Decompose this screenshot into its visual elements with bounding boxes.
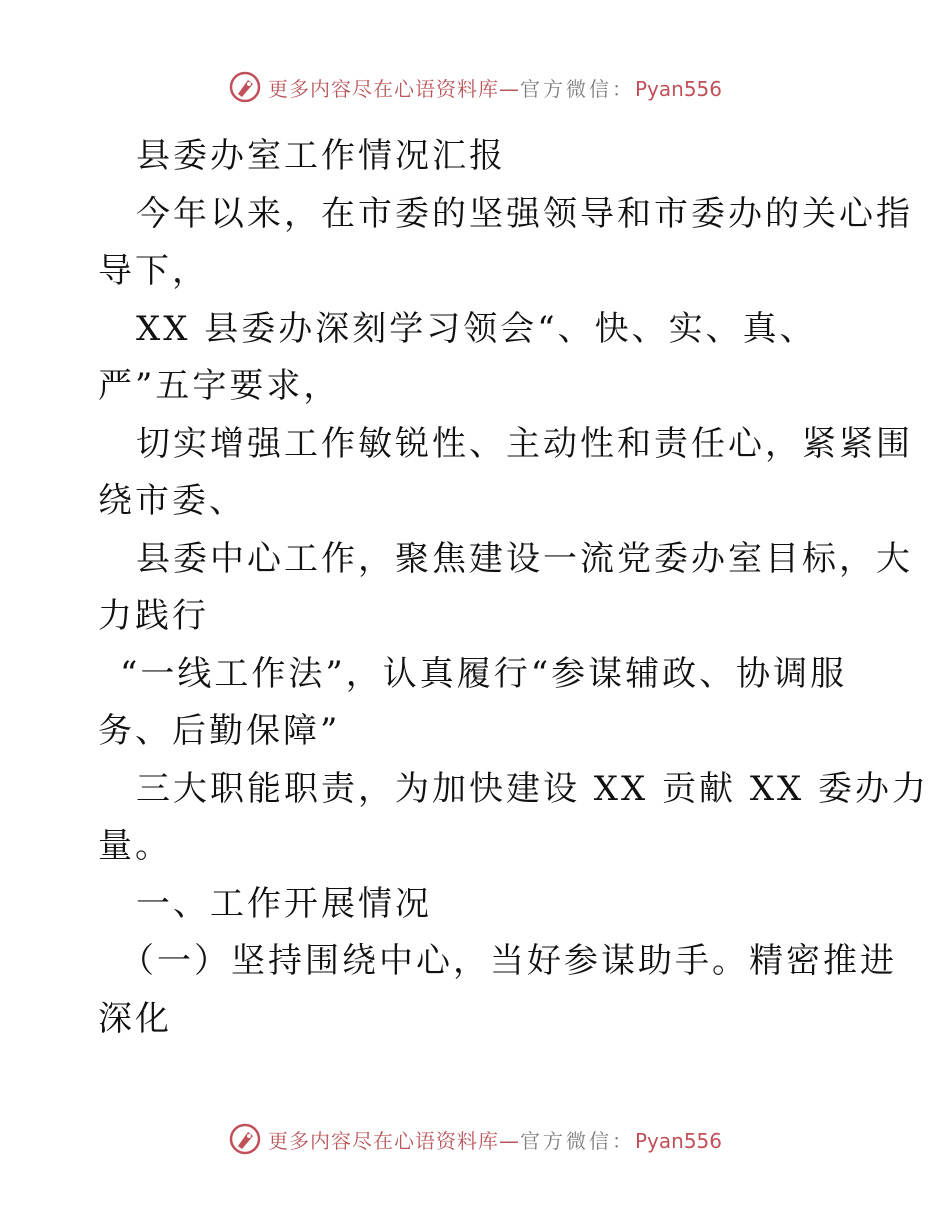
- footer-watermark: [0, 1122, 950, 1156]
- watermark-wechat-id: Pyan556: [634, 1128, 722, 1153]
- paragraph-line: 务、后勤保障”: [98, 711, 341, 751]
- watermark-wechat-label: 官方微信：: [519, 76, 635, 101]
- section-heading: 一、工作开展情况: [136, 883, 432, 924]
- paragraph-line: 量。: [98, 826, 172, 866]
- watermark-wechat-label: 官方微信：: [519, 1128, 635, 1153]
- watermark-wechat-id: Pyan556: [634, 76, 722, 101]
- paragraph-line: 县委中心工作，聚焦建设一流党委办室目标，大: [136, 538, 913, 579]
- paragraph-line: 切实增强工作敏锐性、主动性和责任心，紧紧围: [136, 423, 913, 464]
- paragraph-line: 今年以来，在市委的坚强领导和市委办的关心指: [136, 193, 913, 234]
- paragraph-line: 力践行: [98, 596, 209, 636]
- paragraph-line: XX 县委办深刻学习领会“、快、实、真、: [136, 308, 817, 349]
- watermark-site: 更多内容尽在心语资料库: [267, 1128, 499, 1153]
- pen-nib-logo-icon: [228, 70, 262, 104]
- pen-nib-logo-icon: [228, 1122, 262, 1156]
- watermark-dash: —: [498, 1128, 520, 1153]
- watermark-dash: —: [498, 76, 520, 101]
- watermark-text: [268, 1125, 722, 1154]
- watermark-site: 更多内容尽在心语资料库: [267, 76, 499, 101]
- paragraph-line: 严”五字要求，: [98, 366, 341, 406]
- paragraph-line: 导下，: [98, 251, 209, 291]
- header-watermark: [0, 70, 950, 104]
- subsection-heading: （一）坚持围绕中心，当好参谋助手。精密推进: [120, 941, 897, 981]
- document-body: [98, 128, 930, 1048]
- watermark-text: [268, 73, 722, 102]
- paragraph-line: 深化: [98, 998, 172, 1039]
- document-title: 县委办室工作情况汇报: [136, 136, 506, 176]
- paragraph-line: 绕市委、: [98, 481, 246, 521]
- paragraph-line: “一线工作法”，认真履行“参谋辅政、协调服: [120, 653, 848, 694]
- paragraph-line: 三大职能职责，为加快建设 XX 贡献 XX 委办力: [136, 768, 930, 809]
